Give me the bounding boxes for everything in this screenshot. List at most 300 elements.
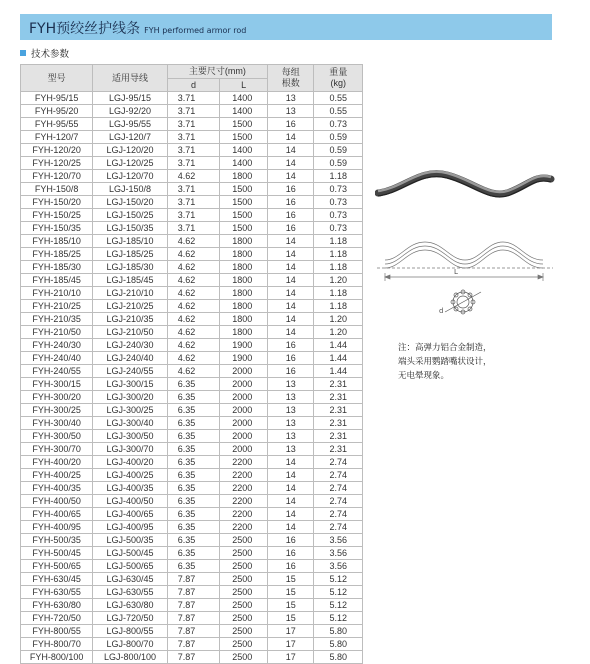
cell-model: FYH-150/20	[21, 196, 93, 209]
table-row	[21, 547, 363, 560]
cell-d: 6.35	[167, 521, 220, 534]
cell-conductor: LGJ-120/7	[93, 131, 167, 144]
cell-count: 14	[268, 326, 314, 339]
cell-l: 2500	[220, 534, 268, 547]
cell-l: 2200	[220, 482, 268, 495]
table-row	[21, 378, 363, 391]
section-title: 技术参数	[31, 49, 70, 60]
cell-l: 1500	[220, 183, 268, 196]
cell-model: FYH-210/25	[21, 300, 93, 313]
cell-count: 17	[268, 651, 314, 664]
table-row	[21, 586, 363, 599]
cell-count: 14	[268, 131, 314, 144]
table-row	[21, 131, 363, 144]
table-row	[21, 651, 363, 664]
rod-side-view-icon	[377, 242, 553, 281]
cell-model: FYH-630/80	[21, 599, 93, 612]
cell-model: FYH-240/30	[21, 339, 93, 352]
table-row	[21, 404, 363, 417]
cell-conductor: LGJ-300/40	[93, 417, 167, 430]
cell-weight: 2.74	[314, 495, 363, 508]
cell-model: FYH-185/45	[21, 274, 93, 287]
cell-model: FYH-300/70	[21, 443, 93, 456]
cell-conductor: LGJ-240/40	[93, 352, 167, 365]
cell-l: 2500	[220, 612, 268, 625]
table-row	[21, 521, 363, 534]
table-row	[21, 105, 363, 118]
cell-weight: 5.12	[314, 573, 363, 586]
cell-weight: 0.55	[314, 105, 363, 118]
cell-model: FYH-240/40	[21, 352, 93, 365]
cell-conductor: LGJ-210/10	[93, 287, 167, 300]
cell-count: 13	[268, 430, 314, 443]
table-row	[21, 469, 363, 482]
cell-count: 15	[268, 573, 314, 586]
cell-l: 2000	[220, 417, 268, 430]
table-row	[21, 456, 363, 469]
cell-conductor: LGJ-120/70	[93, 170, 167, 183]
cell-model: FYH-210/10	[21, 287, 93, 300]
col-header-d: d	[167, 79, 220, 92]
col-header-conductor: 适用导线	[93, 65, 167, 92]
cell-weight: 1.20	[314, 313, 363, 326]
cell-conductor: LGJ-240/55	[93, 365, 167, 378]
cell-weight: 2.31	[314, 417, 363, 430]
cell-conductor: LGJ-800/100	[93, 651, 167, 664]
cell-conductor: LGJ-185/10	[93, 235, 167, 248]
table-row	[21, 625, 363, 638]
cell-conductor: LGJ-185/30	[93, 261, 167, 274]
col-header-weight: 重量 (kg)	[314, 65, 363, 92]
cell-weight: 3.56	[314, 534, 363, 547]
cell-weight: 0.73	[314, 209, 363, 222]
cell-weight: 5.12	[314, 599, 363, 612]
table-row	[21, 196, 363, 209]
cell-conductor: LGJ-800/55	[93, 625, 167, 638]
cell-weight: 5.12	[314, 586, 363, 599]
cell-count: 16	[268, 196, 314, 209]
table-row	[21, 573, 363, 586]
cell-count: 13	[268, 417, 314, 430]
cell-conductor: LGJ-400/25	[93, 469, 167, 482]
cell-l: 1800	[220, 274, 268, 287]
cell-model: FYH-300/25	[21, 404, 93, 417]
cell-weight: 5.80	[314, 638, 363, 651]
table-row	[21, 261, 363, 274]
bullet-square-icon	[20, 50, 26, 56]
cell-model: FYH-150/8	[21, 183, 93, 196]
cell-l: 1800	[220, 300, 268, 313]
cell-d: 4.62	[167, 261, 220, 274]
cell-weight: 2.31	[314, 378, 363, 391]
table-row	[21, 443, 363, 456]
cell-model: FYH-300/15	[21, 378, 93, 391]
cell-weight: 0.59	[314, 157, 363, 170]
cell-weight: 1.44	[314, 352, 363, 365]
cell-d: 7.87	[167, 612, 220, 625]
cell-count: 14	[268, 508, 314, 521]
cell-weight: 0.55	[314, 92, 363, 105]
cell-model: FYH-185/25	[21, 248, 93, 261]
note-line-2: 端头采用鹦踏嘴状设计，	[398, 357, 492, 367]
cell-conductor: LGJ-300/20	[93, 391, 167, 404]
spec-table	[20, 64, 363, 664]
cell-d: 3.71	[167, 183, 220, 196]
cell-weight: 3.56	[314, 547, 363, 560]
cell-l: 1800	[220, 313, 268, 326]
cell-d: 6.35	[167, 417, 220, 430]
cell-weight: 0.73	[314, 196, 363, 209]
cell-model: FYH-120/7	[21, 131, 93, 144]
cell-model: FYH-95/15	[21, 92, 93, 105]
cell-count: 14	[268, 248, 314, 261]
col-header-count: 每组 根数	[268, 65, 314, 92]
cell-l: 2200	[220, 495, 268, 508]
cell-model: FYH-120/20	[21, 144, 93, 157]
cell-l: 2500	[220, 560, 268, 573]
cell-l: 1400	[220, 157, 268, 170]
cell-l: 2000	[220, 365, 268, 378]
cell-d: 6.35	[167, 430, 220, 443]
table-row	[21, 300, 363, 313]
table-row	[21, 508, 363, 521]
table-row	[21, 157, 363, 170]
cell-l: 2000	[220, 404, 268, 417]
cell-model: FYH-300/40	[21, 417, 93, 430]
cell-weight: 0.73	[314, 183, 363, 196]
cell-conductor: LGJ-300/50	[93, 430, 167, 443]
cell-weight: 2.31	[314, 430, 363, 443]
cell-count: 16	[268, 222, 314, 235]
table-row	[21, 118, 363, 131]
cell-conductor: LGJ-400/35	[93, 482, 167, 495]
cell-weight: 0.59	[314, 131, 363, 144]
cell-weight: 5.80	[314, 651, 363, 664]
cell-d: 6.35	[167, 495, 220, 508]
table-row	[21, 235, 363, 248]
cell-conductor: LGJ-300/15	[93, 378, 167, 391]
cell-l: 1500	[220, 118, 268, 131]
cell-weight: 1.44	[314, 339, 363, 352]
note-line-1: 注：高弹力铝合金制造，	[398, 343, 492, 353]
cell-l: 1800	[220, 326, 268, 339]
cell-weight: 2.31	[314, 391, 363, 404]
cell-d: 6.35	[167, 508, 220, 521]
cell-model: FYH-400/25	[21, 469, 93, 482]
table-row	[21, 222, 363, 235]
cell-count: 14	[268, 235, 314, 248]
table-row	[21, 391, 363, 404]
cell-weight: 1.44	[314, 365, 363, 378]
cell-model: FYH-120/70	[21, 170, 93, 183]
cell-model: FYH-500/45	[21, 547, 93, 560]
cell-model: FYH-630/55	[21, 586, 93, 599]
cell-model: FYH-210/50	[21, 326, 93, 339]
cell-count: 17	[268, 625, 314, 638]
cell-count: 16	[268, 365, 314, 378]
cell-d: 4.62	[167, 274, 220, 287]
cell-d: 3.71	[167, 222, 220, 235]
cell-d: 3.71	[167, 118, 220, 131]
cell-weight: 1.18	[314, 300, 363, 313]
cell-count: 16	[268, 183, 314, 196]
table-row	[21, 560, 363, 573]
cell-conductor: LGJ-300/25	[93, 404, 167, 417]
note-line-3: 无电晕现象。	[398, 371, 450, 381]
cell-d: 4.62	[167, 300, 220, 313]
title-cn: FYH预绞丝护线条	[29, 21, 141, 37]
cell-model: FYH-150/35	[21, 222, 93, 235]
cell-l: 1800	[220, 261, 268, 274]
cell-d: 4.62	[167, 339, 220, 352]
cell-l: 2500	[220, 638, 268, 651]
cell-conductor: LGJ-185/25	[93, 248, 167, 261]
title-en: FYH performed armor rod	[144, 26, 247, 35]
cell-d: 6.35	[167, 534, 220, 547]
cell-model: FYH-300/20	[21, 391, 93, 404]
cell-d: 3.71	[167, 157, 220, 170]
cell-conductor: LGJ-120/20	[93, 144, 167, 157]
cell-conductor: LGJ-500/35	[93, 534, 167, 547]
cell-d: 4.62	[167, 365, 220, 378]
cell-d: 3.71	[167, 209, 220, 222]
cell-d: 3.71	[167, 131, 220, 144]
cell-weight: 5.12	[314, 612, 363, 625]
cell-count: 14	[268, 274, 314, 287]
cell-d: 4.62	[167, 352, 220, 365]
cell-d: 7.87	[167, 625, 220, 638]
spec-table-body	[21, 92, 363, 664]
cell-count: 13	[268, 391, 314, 404]
cell-l: 2200	[220, 508, 268, 521]
cell-model: FYH-800/100	[21, 651, 93, 664]
cell-d: 4.62	[167, 235, 220, 248]
cell-d: 4.62	[167, 248, 220, 261]
cell-l: 2500	[220, 547, 268, 560]
rod-photo-icon	[378, 172, 551, 197]
cell-count: 16	[268, 118, 314, 131]
col-header-model: 型号	[21, 65, 93, 92]
cell-l: 1400	[220, 105, 268, 118]
length-label: L	[454, 268, 458, 276]
cell-model: FYH-300/50	[21, 430, 93, 443]
cell-model: FYH-210/35	[21, 313, 93, 326]
cell-d: 6.35	[167, 547, 220, 560]
cell-l: 2000	[220, 391, 268, 404]
table-row	[21, 326, 363, 339]
cell-weight: 1.20	[314, 274, 363, 287]
cell-d: 6.35	[167, 391, 220, 404]
cell-count: 13	[268, 404, 314, 417]
cell-count: 14	[268, 261, 314, 274]
rod-cross-section-icon	[445, 290, 481, 314]
cell-conductor: LGJ-630/80	[93, 599, 167, 612]
cell-model: FYH-400/35	[21, 482, 93, 495]
cell-model: FYH-120/25	[21, 157, 93, 170]
cell-d: 7.87	[167, 599, 220, 612]
cell-weight: 1.18	[314, 287, 363, 300]
cell-count: 16	[268, 339, 314, 352]
cell-conductor: LGJ-630/55	[93, 586, 167, 599]
table-row	[21, 495, 363, 508]
cell-l: 1500	[220, 196, 268, 209]
cell-conductor: LGJ-150/20	[93, 196, 167, 209]
cell-weight: 1.20	[314, 326, 363, 339]
cell-l: 2500	[220, 586, 268, 599]
cell-l: 1900	[220, 352, 268, 365]
cell-weight: 2.74	[314, 521, 363, 534]
cell-d: 6.35	[167, 404, 220, 417]
cell-l: 2500	[220, 573, 268, 586]
cell-l: 1800	[220, 235, 268, 248]
cell-model: FYH-400/95	[21, 521, 93, 534]
cell-conductor: LGJ-92/20	[93, 105, 167, 118]
cell-count: 16	[268, 547, 314, 560]
table-row	[21, 482, 363, 495]
section-heading	[20, 46, 69, 60]
cell-d: 3.71	[167, 196, 220, 209]
cell-weight: 1.18	[314, 248, 363, 261]
cell-weight: 3.56	[314, 560, 363, 573]
cell-l: 2500	[220, 651, 268, 664]
cell-l: 2000	[220, 430, 268, 443]
cell-count: 14	[268, 300, 314, 313]
cell-weight: 0.59	[314, 144, 363, 157]
cell-count: 17	[268, 638, 314, 651]
cell-count: 14	[268, 495, 314, 508]
cell-model: FYH-800/55	[21, 625, 93, 638]
cell-l: 2200	[220, 521, 268, 534]
cell-l: 1800	[220, 287, 268, 300]
cell-d: 3.71	[167, 105, 220, 118]
table-row	[21, 183, 363, 196]
cell-d: 4.62	[167, 326, 220, 339]
cell-weight: 2.74	[314, 469, 363, 482]
table-row	[21, 599, 363, 612]
cell-l: 1900	[220, 339, 268, 352]
cell-count: 14	[268, 521, 314, 534]
cell-d: 4.62	[167, 313, 220, 326]
cell-l: 1500	[220, 131, 268, 144]
cell-count: 15	[268, 599, 314, 612]
cell-count: 14	[268, 144, 314, 157]
cell-count: 13	[268, 378, 314, 391]
cell-model: FYH-400/50	[21, 495, 93, 508]
cell-count: 16	[268, 352, 314, 365]
cell-model: FYH-720/50	[21, 612, 93, 625]
table-row	[21, 144, 363, 157]
cell-d: 3.71	[167, 144, 220, 157]
page-title	[29, 18, 246, 38]
cell-weight: 2.74	[314, 482, 363, 495]
cell-conductor: LGJ-150/8	[93, 183, 167, 196]
cell-conductor: LGJ-95/55	[93, 118, 167, 131]
cell-conductor: LGJ-240/30	[93, 339, 167, 352]
cell-model: FYH-800/70	[21, 638, 93, 651]
cell-count: 14	[268, 482, 314, 495]
table-row	[21, 339, 363, 352]
cell-conductor: LGJ-210/35	[93, 313, 167, 326]
cell-d: 7.87	[167, 651, 220, 664]
cell-count: 16	[268, 560, 314, 573]
cell-model: FYH-185/30	[21, 261, 93, 274]
cell-conductor: LGJ-210/25	[93, 300, 167, 313]
table-row	[21, 638, 363, 651]
cell-l: 1500	[220, 222, 268, 235]
cell-model: FYH-95/55	[21, 118, 93, 131]
cell-model: FYH-500/65	[21, 560, 93, 573]
cell-model: FYH-400/20	[21, 456, 93, 469]
cell-conductor: LGJ-185/45	[93, 274, 167, 287]
cell-count: 13	[268, 443, 314, 456]
cell-conductor: LGJ-400/20	[93, 456, 167, 469]
cell-conductor: LGJ-150/25	[93, 209, 167, 222]
cell-count: 15	[268, 612, 314, 625]
cell-l: 2500	[220, 625, 268, 638]
cell-model: FYH-95/20	[21, 105, 93, 118]
cell-weight: 1.18	[314, 235, 363, 248]
cell-conductor: LGJ-720/50	[93, 612, 167, 625]
cell-count: 13	[268, 105, 314, 118]
armor-rod-diagram	[375, 160, 555, 320]
cell-model: FYH-240/55	[21, 365, 93, 378]
cell-d: 6.35	[167, 378, 220, 391]
cell-model: FYH-630/45	[21, 573, 93, 586]
cell-l: 2500	[220, 599, 268, 612]
cell-l: 1400	[220, 144, 268, 157]
cell-count: 14	[268, 469, 314, 482]
table-row	[21, 248, 363, 261]
cell-count: 14	[268, 313, 314, 326]
cell-conductor: LGJ-400/95	[93, 521, 167, 534]
table-row	[21, 417, 363, 430]
cell-count: 14	[268, 157, 314, 170]
title-banner	[20, 14, 552, 40]
cell-count: 14	[268, 287, 314, 300]
note-text	[398, 341, 538, 383]
cell-d: 6.35	[167, 443, 220, 456]
cell-l: 2200	[220, 469, 268, 482]
cell-count: 16	[268, 209, 314, 222]
cell-model: FYH-400/65	[21, 508, 93, 521]
col-header-l: L	[220, 79, 268, 92]
cell-conductor: LGJ-400/65	[93, 508, 167, 521]
cell-l: 1800	[220, 170, 268, 183]
cell-d: 4.62	[167, 287, 220, 300]
cell-weight: 2.31	[314, 404, 363, 417]
cell-count: 16	[268, 534, 314, 547]
cell-d: 7.87	[167, 638, 220, 651]
cell-weight: 0.73	[314, 118, 363, 131]
cell-count: 13	[268, 92, 314, 105]
table-row	[21, 365, 363, 378]
cell-weight: 5.80	[314, 625, 363, 638]
cell-model: FYH-185/10	[21, 235, 93, 248]
cell-conductor: LGJ-210/50	[93, 326, 167, 339]
table-row	[21, 209, 363, 222]
col-header-main-dim: 主要尺寸(mm)	[167, 65, 267, 79]
table-row	[21, 352, 363, 365]
cell-weight: 2.31	[314, 443, 363, 456]
cell-l: 2000	[220, 378, 268, 391]
table-row	[21, 430, 363, 443]
cell-weight: 2.74	[314, 456, 363, 469]
cell-weight: 1.18	[314, 170, 363, 183]
diameter-label: d	[439, 307, 444, 315]
table-row	[21, 170, 363, 183]
table-row	[21, 612, 363, 625]
cell-conductor: LGJ-150/35	[93, 222, 167, 235]
